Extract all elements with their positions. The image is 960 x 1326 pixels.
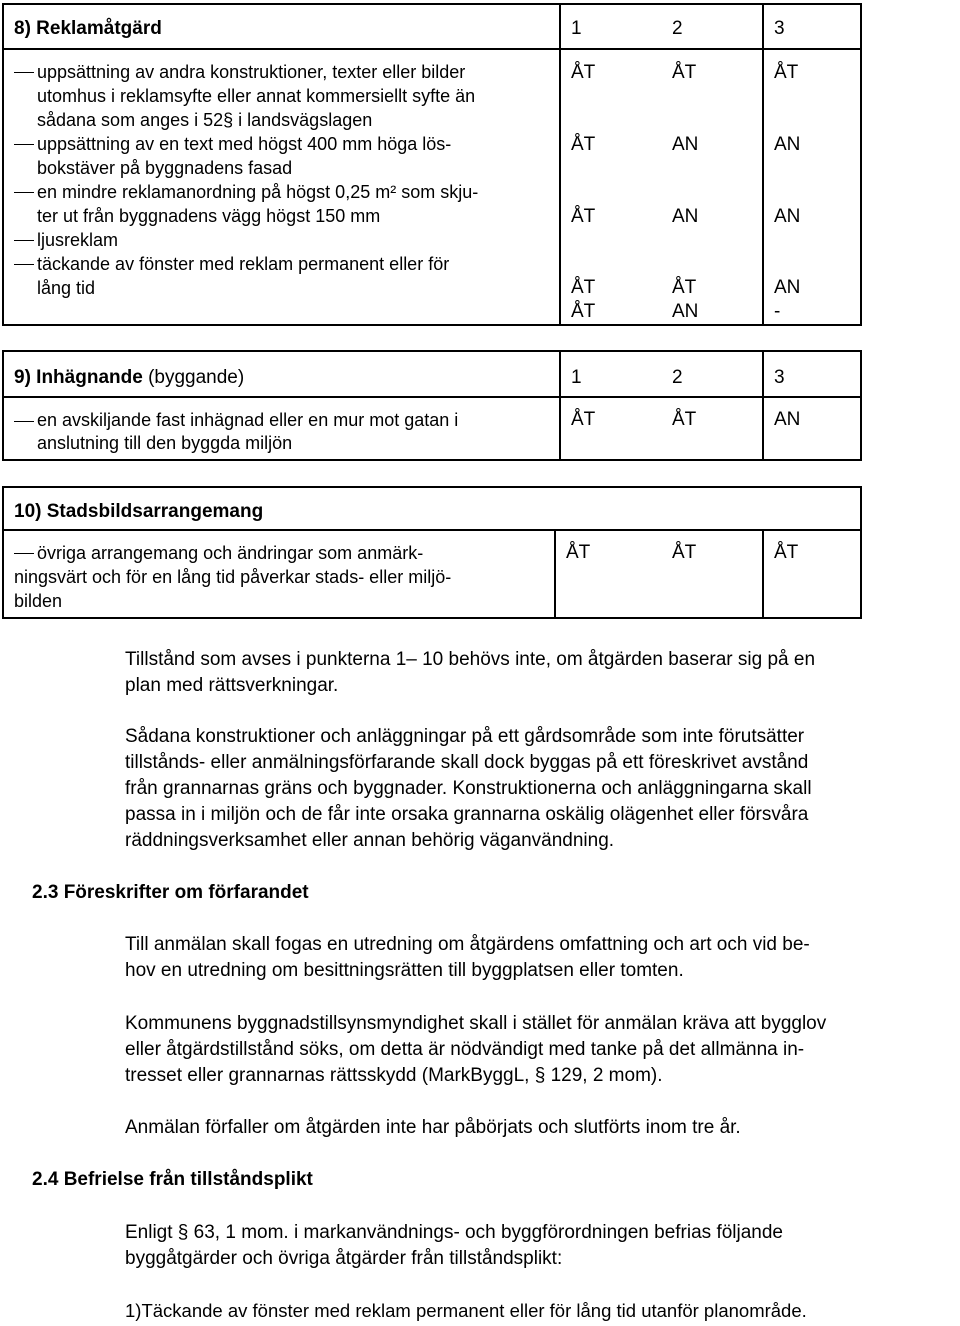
cell: ÅT: [774, 542, 799, 563]
cell: AN: [672, 206, 699, 227]
text-line: 1)Täckande av fönster med reklam permanent eller för lång tid utanför planområde.: [125, 1300, 807, 1321]
text-line: Till anmälan skall fogas en utredning om åtgärdens omfattning och art och vid be-: [125, 934, 810, 955]
col-header-3: 3: [774, 367, 785, 388]
cell: ÅT: [566, 542, 591, 563]
paragraph: [125, 1115, 741, 1141]
bullet-dash: [14, 421, 34, 422]
list-item: bilden: [14, 591, 63, 611]
cell: AN: [672, 134, 699, 155]
list-item: uppsättning av andra konstruktioner, texter eller bilder: [37, 62, 466, 82]
cell: ÅT: [672, 277, 697, 298]
col-header-3: 3: [774, 18, 785, 39]
table-title: 10) Stadsbildsarrangemang: [14, 501, 264, 522]
text-line: Anmälan förfaller om åtgärden inte har påbörjats och slutförts inom tre år.: [125, 1117, 741, 1138]
text-line: Enligt § 63, 1 mom. i markanvändnings- och byggförordningen befrias följande: [125, 1222, 783, 1243]
text-line: Sådana konstruktioner och anläggningar på ett gårdsområde som inte förutsätter: [125, 726, 805, 747]
table-title: [14, 367, 244, 389]
table-inhagnande: [2, 350, 862, 461]
text-line: Kommunens byggnadstillsynsmyndighet skall i stället för anmälan kräva att bygglov: [125, 1013, 827, 1034]
list-item: en mindre reklamanordning på högst 0,25 m² som skju-: [37, 182, 479, 202]
text-line: räddningsverksamhet eller annan behörig väganvändning.: [125, 830, 615, 851]
text-line: passa in i miljön och de får inte orsaka grannarna oskälig olägenhet eller försvåra: [125, 804, 809, 825]
col-header-2: 2: [672, 18, 683, 39]
text-line: plan med rättsverkningar.: [125, 675, 339, 696]
text-line: Tillstånd som avses i punkterna 1– 10 behövs inte, om åtgärden baserar sig på en: [125, 649, 816, 670]
list-item: anslutning till den byggda miljön: [37, 433, 293, 453]
bullet-dash: [14, 144, 34, 145]
cell: ÅT: [571, 206, 596, 227]
paragraph: [125, 1011, 826, 1089]
list-item: ljusreklam: [37, 230, 119, 250]
cell: ÅT: [571, 134, 596, 155]
cell: ÅT: [571, 301, 596, 322]
paragraph: [125, 1298, 807, 1324]
cell: ÅT: [672, 409, 697, 430]
cell: AN: [774, 277, 801, 298]
list-item: bokstäver på byggnadens fasad: [37, 158, 293, 178]
list-item: ter ut från byggnadens vägg högst 150 mm: [37, 206, 381, 226]
table-header: [4, 488, 860, 531]
title-bold: 9) Inhägnande: [14, 367, 143, 388]
table-body: [4, 398, 860, 459]
table-header: [4, 352, 860, 398]
title-normal: (byggande): [142, 367, 245, 388]
table-header: [4, 5, 860, 50]
bullet-dash: [14, 72, 34, 73]
bullet-dash: [14, 192, 34, 193]
list-item: lång tid: [37, 278, 96, 298]
table-reklamatgard: [2, 3, 862, 326]
col-header-2: 2: [672, 367, 683, 388]
list-item: övriga arrangemang och ändringar som anmärk-: [37, 543, 424, 563]
bullet-dash: [14, 240, 34, 241]
paragraph: [125, 647, 815, 699]
cell: -: [774, 301, 781, 322]
cell: AN: [774, 206, 801, 227]
paragraph: [125, 1220, 783, 1272]
paragraph: [125, 932, 810, 984]
list-item: en avskiljande fast inhägnad eller en mur mot gatan i: [37, 410, 459, 430]
cell: ÅT: [571, 277, 596, 298]
list-item: sådana som anges i 52§ i landsvägslagen: [37, 110, 373, 130]
table-title: 8) Reklamåtgärd: [14, 18, 162, 39]
section-heading: 2.3 Föreskrifter om förfarandet: [32, 882, 309, 903]
text-line: från grannarnas gräns och byggnader. Konstruktionerna och anläggningarna skall: [125, 778, 812, 799]
bullet-dash: [14, 264, 34, 265]
cell: ÅT: [571, 409, 596, 430]
list-item: uppsättning av en text med högst 400 mm höga lös-: [37, 134, 452, 154]
text-line: eller åtgärdstillstånd söks, om detta är nödvändigt med tanke på det allmänna in-: [125, 1039, 805, 1060]
col-header-1: 1: [571, 18, 582, 39]
col-header-1: 1: [571, 367, 582, 388]
cell: AN: [774, 409, 801, 430]
cell: ÅT: [774, 62, 799, 83]
cell: ÅT: [672, 542, 697, 563]
list-item: utomhus i reklamsyfte eller annat kommersiellt syfte än: [37, 86, 476, 106]
paragraph: [125, 724, 812, 854]
section-heading: 2.4 Befrielse från tillståndsplikt: [32, 1169, 313, 1190]
text-line: hov en utredning om besittningsrätten till byggplatsen eller tomten.: [125, 960, 684, 981]
text-line: tillstånds- eller anmälningsförfarande skall dock byggas på ett föreskrivet avstånd: [125, 752, 809, 773]
list-item: täckande av fönster med reklam permanent eller för: [37, 254, 450, 274]
cell: ÅT: [571, 62, 596, 83]
cell: ÅT: [672, 62, 697, 83]
cell: AN: [774, 134, 801, 155]
table-body: [4, 50, 860, 324]
list-item: ningsvärt och för en lång tid påverkar stads- eller miljö-: [14, 567, 452, 587]
text-line: byggåtgärder och övriga åtgärder från tillståndsplikt:: [125, 1248, 563, 1269]
text-line: tresset eller grannarnas rättsskydd (MarkByggL, § 129, 2 mom).: [125, 1065, 663, 1086]
table-stadsbildsarrangemang: [2, 486, 862, 619]
table-body: [4, 531, 860, 617]
cell: AN: [672, 301, 699, 322]
bullet-dash: [14, 553, 34, 554]
